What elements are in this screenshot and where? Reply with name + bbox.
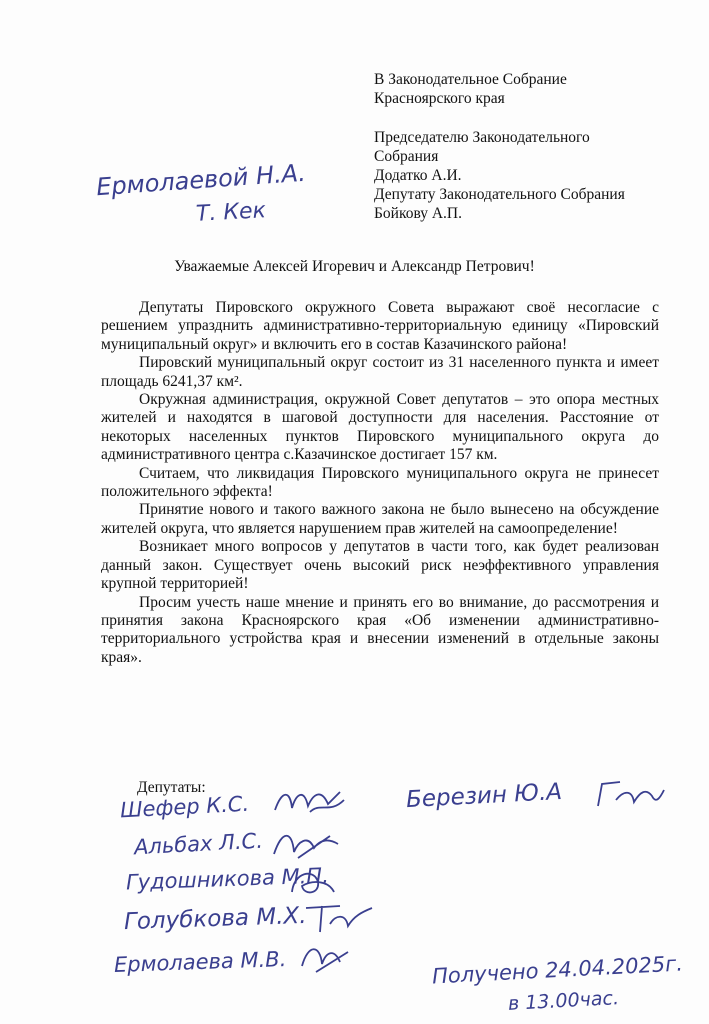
letter-body <box>101 299 659 667</box>
signature-name: Гудошникова М.П. <box>125 863 330 895</box>
paragraph: Депутаты Пировского окружного Совета выражают своё несогласие с решением упразднить административно-территориальную единицу «Пировский муниципальный округ» и включить его в состав Казачинского района! <box>101 299 659 353</box>
handwritten-resolution-name: Ермолаевой Н.А. <box>95 158 307 202</box>
addressee-line: Додатко А.И. <box>374 167 462 184</box>
signature-name: Голубкова М.Х. <box>123 902 307 936</box>
signature-mark <box>300 898 380 938</box>
paragraph: Возникает много вопросов у депутатов в части того, как будет реализован данный закон. Существует очень высокий риск неэффективного управления крупной территорией! <box>101 538 659 593</box>
received-time: в 13.00час. <box>507 987 620 1015</box>
handwritten-resolution-note: Т. Кек <box>195 198 267 227</box>
signature-name: Ермолаева М.В. <box>113 947 287 977</box>
signature-mark <box>268 824 348 864</box>
paragraph: Просим учесть наше мнение и принять его во внимание, до рассмотрения и принятия закона Красноярского края «Об изменении административно-территориального устройства края и внесении изменений в отдельные законы края». <box>101 593 659 666</box>
addressee-line: Бойкову А.П. <box>374 205 462 222</box>
signature-name: Березин Ю.А <box>405 778 563 814</box>
addressee-line: Собрания <box>374 148 439 165</box>
addressee-line: Председателю Законодательного <box>374 129 590 146</box>
signature-name: Шефер К.С. <box>119 791 250 823</box>
paragraph: Пировский муниципальный округ состоит из 31 населенного пункта и имеет площадь 6241,37 км². <box>101 354 659 390</box>
paragraph: Принятие нового и такого важного закона не было вынесено на обсуждение жителей округа, что является нарушением прав жителей на самоопределение! <box>101 501 659 537</box>
addressee-line: Красноярского края <box>374 90 505 107</box>
signature-mark <box>284 862 344 902</box>
deputies-label: Депутаты: <box>137 779 206 796</box>
signature-name: Альбах Л.С. <box>133 828 264 860</box>
spacer <box>374 108 625 128</box>
received-note: Получено 24.04.2025г. <box>431 951 684 989</box>
addressee-line: В Законодательное Собрание <box>374 71 567 88</box>
signature-mark <box>296 938 356 978</box>
signature-mark <box>590 776 670 816</box>
addressee-block <box>374 70 625 223</box>
signature-mark <box>270 782 350 822</box>
addressee-line: Депутату Законодательного Собрания <box>374 186 625 203</box>
salutation: Уважаемые Алексей Игоревич и Александр Петрович! <box>174 258 535 275</box>
paragraph: Считаем, что ликвидация Пировского муниципального округа не принесет положительного эффекта! <box>101 464 659 501</box>
paragraph: Окружная администрация, окружной Совет депутатов – это опора местных жителей и находятся в шаговой доступности для населения. Расстояние от некоторых населенных пунктов Пировского муниципального округа до административного центра с.Казачинское достигает 157 км. <box>101 391 659 464</box>
